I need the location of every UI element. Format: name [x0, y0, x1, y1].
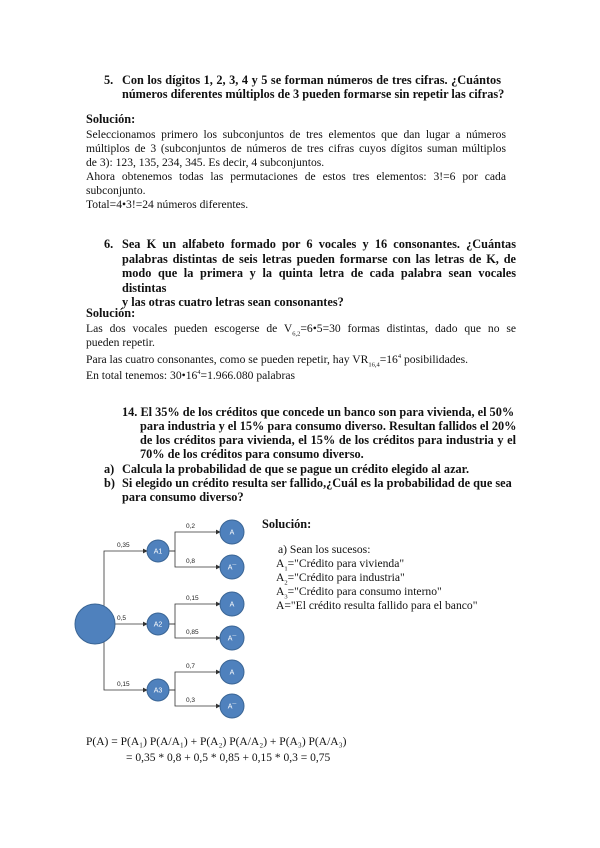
q6-statement-line: Sea K un alfabeto formado por 6 vocales y 16 consonantes. ¿Cuántas	[122, 237, 516, 251]
q5-sol-line: Total=4•3!=24 números diferentes.	[86, 198, 249, 211]
tree-leaf-node-label: A	[229, 529, 235, 537]
q14-line4: 70% de los créditos para consumo diverso.	[140, 447, 364, 461]
q14-events-list	[276, 557, 477, 613]
q6-sol-line2: pueden repetir.	[86, 336, 155, 349]
tree-leaf-node-label: A	[229, 601, 235, 609]
event-a: A="El crédito resulta fallido para el banco"	[276, 599, 478, 612]
q14-sol-a: a) Sean los sucesos:	[278, 543, 371, 556]
q5-sol-line: Ahora obtenemos todas las permutaciones de estos tres elementos: 3!=6 por cada	[86, 170, 506, 183]
tree-branch	[169, 532, 220, 551]
formula-line1: P(A) = P(A₁) P(A/A₁) + P(A₂) P(A/A₂) + P(A₃) P(A/A₃)	[86, 736, 347, 748]
tree-mid-node-label: A2	[153, 621, 163, 629]
q14-item-b-line2: para consumo diverso?	[122, 490, 244, 504]
q5-sol-line: subconjunto.	[86, 184, 146, 197]
event-a2: $A_2="Crédito$ para industria"	[276, 571, 405, 587]
q5-sol-line: de 3): 123, 135, 234, 345. Es decir, 4 subconjuntos.	[86, 156, 325, 169]
tree-mid-node-label: A1	[153, 548, 163, 556]
q14-line2: para industria y el 15% para consumo diverso. Resultan fallidos el 20%	[140, 419, 517, 433]
tree-root-node	[75, 604, 115, 644]
branch-prob-label: 0,15	[117, 681, 130, 688]
q14-item-b-line1: Si elegido un crédito resulta ser fallido,¿Cuál es la probabilidad de que sea	[122, 476, 512, 490]
branch-prob-label: 0,3	[186, 697, 196, 704]
q14-line1: 14. El 35% de los créditos que concede un banco son para vivienda, el 50%	[122, 405, 515, 419]
tree-branch	[169, 604, 220, 624]
q5-sol-line: múltiplos de 3 (subconjuntos de números de tres cifras cuyos dígitos suman múltiplos	[86, 142, 506, 155]
q14-item-a-label: a)	[104, 462, 115, 476]
tree-leaf-node-label: A	[229, 669, 235, 677]
tree-leaf-node-label: A¯	[227, 703, 237, 711]
branch-prob-label: 0,85	[186, 629, 199, 636]
formula-line2: = 0,35 * 0,8 + 0,5 * 0,85 + 0,15 * 0,3 = 0,75	[126, 752, 331, 764]
q5-solution-heading: Solución:	[86, 112, 136, 126]
q6-statement-line: y las otras cuatro letras sean consonantes?	[122, 295, 344, 309]
event-a3: $A_3="Crédito$ para consumo interno"	[276, 585, 442, 601]
q14-solution-heading: Solución:	[262, 517, 312, 531]
q6-solution-heading: Solución:	[86, 306, 136, 320]
q5-statement-line2: números diferentes múltiplos de 3 pueden formarse sin repetir las cifras?	[122, 87, 505, 101]
branch-prob-label: 0,7	[186, 663, 196, 670]
branch-prob-label: 0,35	[117, 542, 130, 549]
q5-number: 5.	[104, 73, 114, 87]
q14-item-a: Calcula la probabilidad de que se pague un crédito elegido al azar.	[122, 462, 470, 476]
branch-prob-label: 0,8	[186, 558, 196, 565]
q6-solution-body	[86, 322, 516, 383]
q6-statement-line: palabras distintas de seis letras pueden formarse con las letras de K, de	[122, 251, 516, 266]
q14-item-b-label: b)	[104, 476, 115, 490]
q6-sol-line4: En total tenemos: $30•16^4=1.966.080$ palabras	[86, 369, 295, 382]
q6-number: 6.	[104, 237, 114, 251]
tree-branch	[169, 672, 220, 690]
q6-statement-line: modo que la primera y la quinta letra de cada palabra sean vocales distintas	[122, 266, 516, 295]
q5-sol-line: Seleccionamos primero los subconjuntos de tres elementos que dan lugar a números	[86, 128, 506, 141]
tree-leaf-node-label: A¯	[227, 635, 237, 643]
q6-sol-line1: Las dos vocales pueden escogerse de $V_{6,2}=6•5=30$ formas distintas, dado que no se	[86, 322, 516, 338]
branch-prob-label: 0,15	[186, 595, 199, 602]
tree-leaf-node-label: A¯	[227, 564, 237, 572]
q5-statement-line1: Con los dígitos 1, 2, 3, 4 y 5 se forman números de tres cifras. ¿Cuántos	[122, 73, 501, 87]
q14-line3: de los créditos para vivienda, el 15% de los créditos para industria y el	[140, 433, 516, 447]
q5-solution-body	[86, 128, 506, 212]
q6-statement	[122, 237, 516, 310]
event-a1: $A_1="Crédito$ para vivienda"	[276, 557, 405, 573]
q6-sol-line3: Para las cuatro consonantes, como se pueden repetir, hay $VR_{16,4}=16^4$ posibilidades.	[86, 353, 469, 369]
branch-prob-label: 0,5	[117, 615, 127, 622]
tree-mid-node-label: A3	[153, 687, 163, 695]
branch-prob-label: 0,2	[186, 523, 196, 530]
probability-tree	[60, 510, 270, 725]
